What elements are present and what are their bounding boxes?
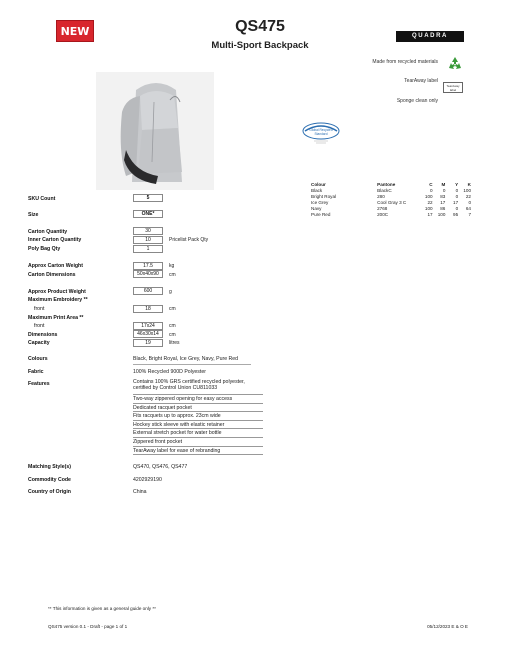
- max-embroidery-label: Maximum Embroidery **: [28, 297, 88, 303]
- feature-item: External stretch pocket for water bottle: [133, 429, 263, 438]
- cell: 2768: [377, 205, 388, 211]
- matching-value: QS470, QS476, QS477: [133, 464, 188, 470]
- th-k: K: [467, 181, 471, 187]
- recycled-label: Made from recycled materials: [372, 59, 438, 65]
- features-list: [133, 379, 263, 455]
- feature-item: Fits racquets up to approx. 23cm wide: [133, 412, 263, 421]
- carton-weight-label: Approx Carton Weight: [28, 263, 83, 269]
- cell: Navy: [311, 205, 322, 211]
- inner-carton-label: Inner Carton Quantity: [28, 237, 82, 243]
- recycle-icon: [447, 56, 463, 72]
- origin-value: China: [133, 489, 147, 495]
- sponge-clean-label: Sponge clean only: [396, 98, 438, 104]
- tearaway-label-icon: TearAway label: [443, 82, 463, 93]
- dimensions-unit: cm: [169, 332, 176, 338]
- cell: 0: [430, 187, 433, 193]
- cell: 100: [424, 193, 433, 199]
- matching-label: Matching Style(s): [28, 464, 71, 470]
- feature-item: Zippered front pocket: [133, 438, 263, 447]
- capacity-value: 19: [133, 339, 163, 347]
- carton-dims-value: 50x40x90: [133, 270, 163, 278]
- cell: 17: [427, 211, 433, 217]
- footnote: ** This information is given as a general guide only **: [48, 606, 156, 611]
- cell: 22: [427, 199, 433, 205]
- cell: 86: [440, 205, 446, 211]
- dimensions-label: Dimensions: [28, 332, 58, 338]
- footer-date: 05/12/2023 E & O E: [427, 624, 468, 629]
- feature-item: TearAway label for ease of rebranding: [133, 447, 263, 456]
- colour-table: [311, 181, 471, 217]
- cell: 83: [440, 193, 446, 199]
- carton-qty-value: 30: [133, 227, 163, 235]
- table-row: [311, 211, 471, 217]
- cell: 0: [455, 205, 459, 211]
- cell: 7: [468, 211, 471, 217]
- cell: 22: [465, 193, 471, 199]
- cell: Pure Red: [311, 211, 331, 217]
- carton-qty-label: Carton Quantity: [28, 229, 68, 235]
- brand-logo: QUADRA: [396, 31, 464, 42]
- commodity-value: 4202929190: [133, 477, 162, 483]
- cell: 100: [437, 211, 446, 217]
- cell: 17: [453, 199, 459, 205]
- cell: 0: [455, 193, 459, 199]
- grs-logo-line1: Global Recycled: [309, 128, 333, 132]
- cell: Cool Gray 3 C: [377, 199, 407, 205]
- colours-line: [133, 364, 251, 365]
- cell: Bright Royal: [311, 193, 337, 199]
- grs-logo-line2: Standard: [314, 132, 328, 136]
- origin-label: Country of Origin: [28, 489, 71, 495]
- cell: Black: [311, 187, 323, 193]
- product-weight-label: Approx Product Weight: [28, 289, 86, 295]
- sku-count-label: SKU Count: [28, 196, 56, 202]
- carton-weight-value: 17.5: [133, 262, 163, 270]
- cell: 280: [377, 193, 385, 199]
- size-value: ONE*: [133, 210, 163, 218]
- feature-item: Two-way zippered opening for easy access: [133, 395, 263, 404]
- inner-carton-value: 10: [133, 236, 163, 244]
- product-weight-value: 600: [133, 287, 163, 295]
- cell: BlackC: [377, 187, 392, 193]
- cell: 200C: [377, 211, 389, 217]
- print-front-label: front: [34, 323, 45, 329]
- feature-item: Contains 100% GRS certified recycled polyester, certified by Control Union CU811033: [133, 379, 263, 395]
- poly-bag-value: 1: [133, 245, 163, 253]
- fabric-label: Fabric: [28, 369, 44, 375]
- colours-label: Colours: [28, 356, 48, 362]
- colours-value: Black, Bright Royal, Ice Grey, Navy, Pure Red: [133, 356, 239, 362]
- emb-front-value: 18: [133, 305, 163, 313]
- sku-count-value: 5: [133, 194, 163, 202]
- th-pantone: Pantone: [377, 181, 396, 187]
- cell: 0: [468, 199, 471, 205]
- cell: 64: [465, 205, 471, 211]
- fabric-value: 100% Recycled 900D Polyester: [133, 369, 206, 375]
- capacity-unit: litres: [169, 340, 180, 346]
- print-front-unit: cm: [169, 323, 176, 329]
- backpack-photo: [96, 72, 214, 190]
- grs-logo-icon: [300, 121, 342, 147]
- th-c: C: [429, 181, 433, 187]
- cell: 100: [463, 187, 471, 193]
- feature-item: Dedicated racquet pocket: [133, 404, 263, 413]
- cell: 0: [442, 187, 446, 193]
- carton-dims-unit: cm: [169, 272, 176, 278]
- tearaway-label-text: TearAway label: [404, 78, 438, 84]
- dimensions-value: 46x30x14: [133, 330, 163, 338]
- th-y: Y: [455, 181, 459, 187]
- carton-weight-unit: kg: [169, 263, 175, 269]
- footer-version: QS475 version 0.1 - Draft - page 1 of 1: [48, 624, 128, 629]
- emb-front-label: front: [34, 306, 45, 312]
- max-print-label: Maximum Print Area **: [28, 315, 84, 321]
- inner-carton-note: Pricelist Pack Qty: [169, 237, 209, 243]
- th-m: M: [441, 181, 446, 187]
- cell: 100: [424, 205, 433, 211]
- size-label: Size: [28, 212, 39, 218]
- th-colour: Colour: [311, 181, 326, 187]
- feature-item: Hockey stick sleeve with elastic retainer: [133, 421, 263, 430]
- product-code: QS475: [235, 18, 285, 35]
- cell: 95: [453, 211, 459, 217]
- carton-dims-label: Carton Dimensions: [28, 272, 76, 278]
- capacity-label: Capacity: [28, 340, 50, 346]
- new-badge: NEW: [56, 20, 94, 42]
- print-front-value: 17x24: [133, 322, 163, 330]
- cell: 17: [440, 199, 446, 205]
- product-name: Multi-Sport Backpack: [211, 40, 309, 51]
- poly-bag-label: Poly Bag Qty: [28, 246, 61, 252]
- cell: Ice Grey: [311, 199, 329, 205]
- features-label: Features: [28, 381, 50, 387]
- product-weight-unit: g: [169, 289, 172, 295]
- commodity-label: Commodity Code: [28, 477, 71, 483]
- cell: 0: [455, 187, 459, 193]
- emb-front-unit: cm: [169, 306, 176, 312]
